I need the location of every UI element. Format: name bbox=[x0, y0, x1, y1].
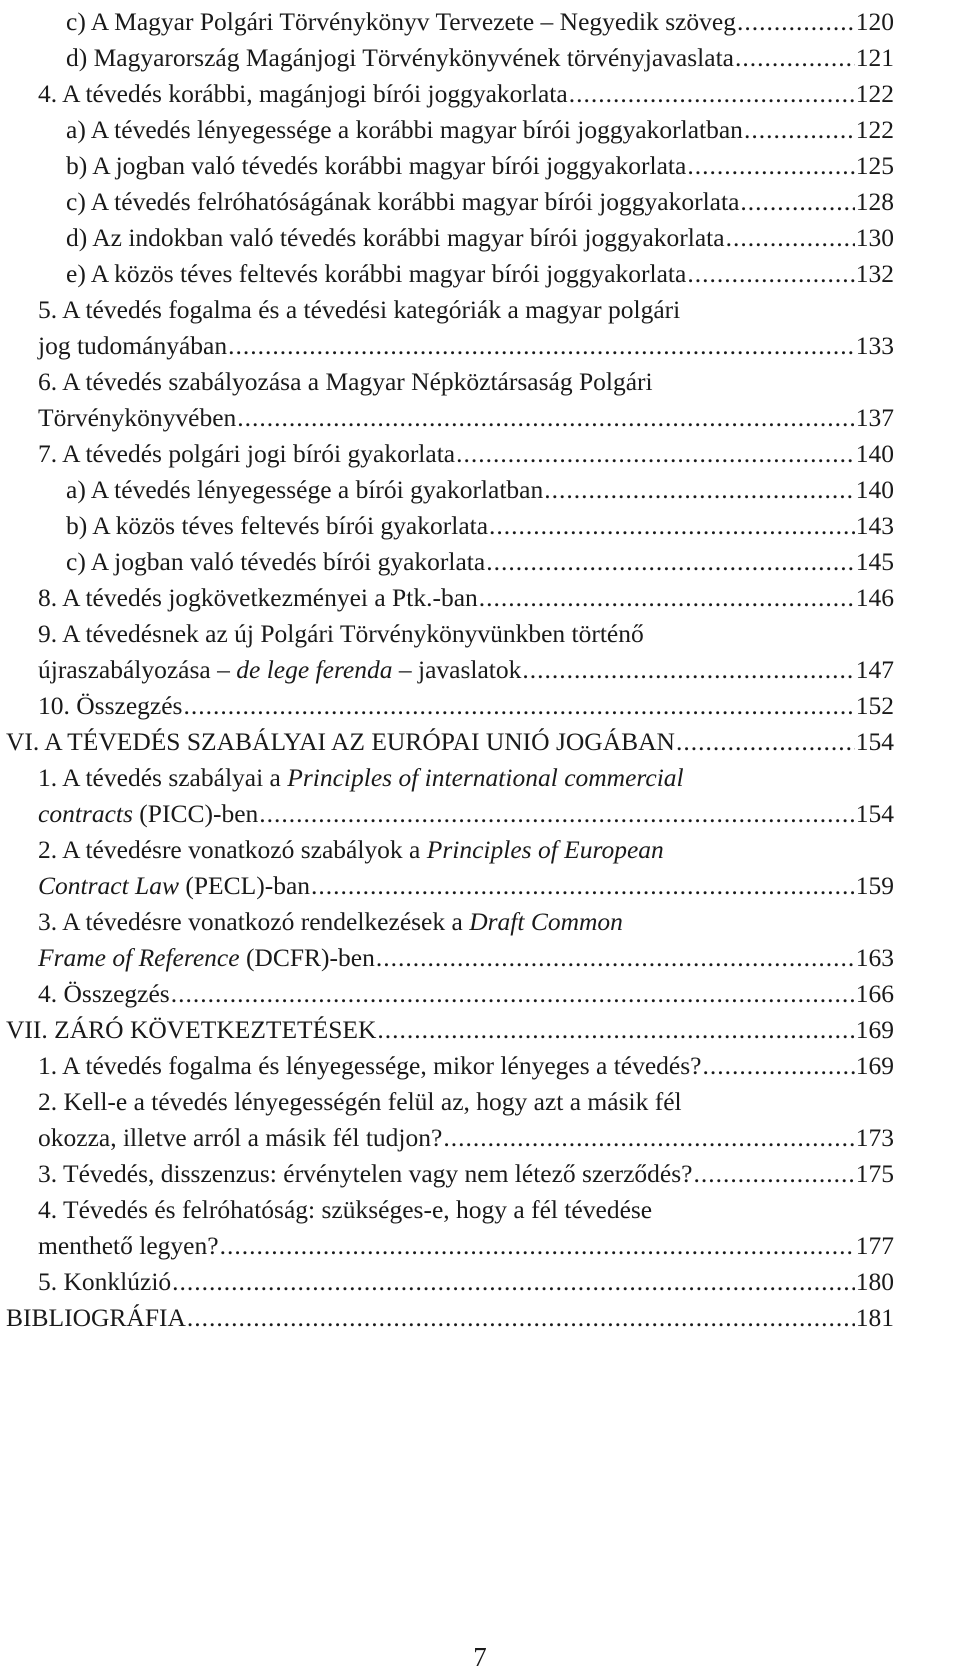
toc-entry-title-italic: Contract Law bbox=[38, 871, 179, 900]
toc-entry bbox=[38, 760, 894, 832]
toc-entry-title-line1: 2. A tévedésre vonatkozó szabályok a bbox=[38, 835, 427, 864]
toc-entry-title-line1-italic: Principles of international commercial bbox=[287, 763, 684, 792]
toc-leader-dots bbox=[237, 400, 854, 436]
toc-entry-title-line1-italic: Draft Common bbox=[469, 907, 623, 936]
toc-entry-title: b) A közös téves feltevés bírói gyakorlata bbox=[66, 511, 489, 540]
toc-entry-title: menthető legyen? bbox=[38, 1231, 219, 1260]
toc-entry-title: e) A közös téves feltevés korábbi magyar bírói joggyakorlata bbox=[66, 259, 687, 288]
toc-entry-title: c) A jogban való tévedés bírói gyakorlata bbox=[66, 547, 486, 576]
toc-entry-title-suffix: – javaslatok bbox=[392, 655, 522, 684]
toc-leader-dots bbox=[187, 1300, 855, 1336]
toc-page-number: 128 bbox=[855, 187, 894, 216]
toc-entry bbox=[66, 4, 894, 40]
toc-page-number: 143 bbox=[855, 511, 894, 540]
toc-leader-dots bbox=[220, 1228, 855, 1264]
toc-entry-title: 10. Összegzés bbox=[38, 691, 183, 720]
toc-entry bbox=[6, 724, 894, 760]
toc-page-number: 122 bbox=[855, 79, 894, 108]
toc-page-number: 169 bbox=[855, 1051, 894, 1080]
toc-entry bbox=[38, 580, 894, 616]
toc-page-number: 137 bbox=[855, 403, 894, 432]
toc-entry-title-line1: 6. A tévedés szabályozása a Magyar Népköztársaság Polgári bbox=[38, 367, 653, 396]
toc-page-number: 120 bbox=[855, 7, 894, 36]
toc-page-number: 146 bbox=[855, 583, 894, 612]
toc-entry bbox=[38, 436, 894, 472]
toc-page-number: 166 bbox=[855, 979, 894, 1008]
toc-entry-title: BIBLIOGRÁFIA bbox=[6, 1303, 186, 1332]
toc-entry-title: VII. ZÁRÓ KÖVETKEZTETÉSEK bbox=[6, 1015, 377, 1044]
toc-entry bbox=[38, 1048, 894, 1084]
toc-leader-dots bbox=[544, 472, 855, 508]
toc-leader-dots bbox=[479, 580, 855, 616]
toc-entry-title: okozza, illetve arról a másik fél tudjon? bbox=[38, 1123, 443, 1152]
toc-entry-title: VI. A TÉVEDÉS SZABÁLYAI AZ EURÓPAI UNIÓ JOGÁBAN bbox=[6, 727, 675, 756]
toc-entry-title-suffix: (PECL)-ban bbox=[179, 871, 311, 900]
toc-entry-title: 7. A tévedés polgári jogi bírói gyakorlata bbox=[38, 439, 456, 468]
toc-entry bbox=[6, 1300, 894, 1336]
toc-entry bbox=[66, 148, 894, 184]
toc-entry bbox=[38, 1084, 894, 1156]
toc-entry-title-italic: de lege ferenda bbox=[236, 655, 393, 684]
toc-entry-title-line1: 9. A tévedésnek az új Polgári Törvénykönyvünkben történő bbox=[38, 619, 644, 648]
toc-page-number: 140 bbox=[855, 439, 894, 468]
toc-leader-dots bbox=[740, 184, 854, 220]
toc-entry-title: 3. Tévedés, disszenzus: érvénytelen vagy nem létező szerződés? bbox=[38, 1159, 693, 1188]
toc-entry-title: 4. Összegzés bbox=[38, 979, 170, 1008]
toc-entry-title: c) A tévedés felróhatóságának korábbi magyar bírói joggyakorlata bbox=[66, 187, 740, 216]
toc-entry bbox=[38, 1192, 894, 1264]
toc-leader-dots bbox=[259, 796, 854, 832]
toc-page-number: 154 bbox=[855, 727, 894, 756]
toc-page-number: 145 bbox=[855, 547, 894, 576]
toc-leader-dots bbox=[376, 940, 855, 976]
toc-leader-dots bbox=[522, 652, 854, 688]
toc-entry-title-suffix: (DCFR)-ben bbox=[239, 943, 375, 972]
toc-entry-title-italic: Frame of Reference bbox=[38, 943, 240, 972]
toc-entry bbox=[38, 976, 894, 1012]
toc-leader-dots bbox=[183, 688, 854, 724]
toc-page-number: 125 bbox=[855, 151, 894, 180]
toc-leader-dots bbox=[676, 724, 855, 760]
toc-leader-dots bbox=[172, 1264, 855, 1300]
toc-entry bbox=[66, 256, 894, 292]
toc-entry bbox=[38, 1264, 894, 1300]
toc-leader-dots bbox=[702, 1048, 854, 1084]
toc-entry-title: b) A jogban való tévedés korábbi magyar bírói joggyakorlata bbox=[66, 151, 687, 180]
toc-entry-title: 5. Konklúzió bbox=[38, 1267, 172, 1296]
toc-page-number: 130 bbox=[855, 223, 894, 252]
toc-entry bbox=[38, 832, 894, 904]
toc-entry bbox=[38, 364, 894, 436]
toc-entry-title: újraszabályozása – bbox=[38, 655, 237, 684]
toc-page-number: 181 bbox=[855, 1303, 894, 1332]
toc-entry bbox=[6, 1012, 894, 1048]
toc-entry bbox=[66, 472, 894, 508]
toc-entry-title: Törvénykönyvében bbox=[38, 403, 237, 432]
toc-entry bbox=[66, 220, 894, 256]
toc-entry-title: d) Magyarország Magánjogi Törvénykönyvének törvényjavaslata bbox=[66, 43, 734, 72]
toc-entry bbox=[66, 184, 894, 220]
toc-leader-dots bbox=[735, 40, 855, 76]
toc-leader-dots bbox=[726, 220, 855, 256]
toc-entry bbox=[38, 904, 894, 976]
toc-entry-title-line1: 1. A tévedés szabályai a bbox=[38, 763, 288, 792]
toc-page-number: 175 bbox=[855, 1159, 894, 1188]
toc-entry-title: 1. A tévedés fogalma és lényegessége, mikor lényeges a tévedés? bbox=[38, 1051, 702, 1080]
toc-entry bbox=[66, 508, 894, 544]
toc-page-number: 147 bbox=[855, 655, 894, 684]
toc-page-number: 140 bbox=[855, 475, 894, 504]
page-number: 7 bbox=[473, 1642, 487, 1672]
toc-page-number: 163 bbox=[855, 943, 894, 972]
toc-leader-dots bbox=[486, 544, 855, 580]
toc-leader-dots bbox=[744, 112, 855, 148]
toc-entry-title: a) A tévedés lényegessége a bírói gyakorlatban bbox=[66, 475, 544, 504]
toc-page-number: 169 bbox=[855, 1015, 894, 1044]
toc-page-number: 159 bbox=[855, 871, 894, 900]
toc-leader-dots bbox=[443, 1120, 854, 1156]
toc-entry-title-line1: 2. Kell-e a tévedés lényegességén felül az, hogy azt a másik fél bbox=[38, 1087, 682, 1116]
toc-leader-dots bbox=[687, 256, 854, 292]
toc-page-number: 173 bbox=[855, 1123, 894, 1152]
toc-entry bbox=[66, 544, 894, 580]
toc-page-number: 180 bbox=[855, 1267, 894, 1296]
toc-leader-dots bbox=[569, 76, 855, 112]
toc-entry-title: 4. A tévedés korábbi, magánjogi bírói joggyakorlata bbox=[38, 79, 568, 108]
toc-entry-title-line1-italic: Principles of European bbox=[426, 835, 664, 864]
toc-entry-title: 8. A tévedés jogkövetkezményei a Ptk.-ban bbox=[38, 583, 478, 612]
toc-entry bbox=[66, 40, 894, 76]
toc-page-number: 122 bbox=[855, 115, 894, 144]
toc-page-number: 132 bbox=[855, 259, 894, 288]
toc-entry-title-suffix: (PICC)-ben bbox=[132, 799, 259, 828]
toc-page-number: 154 bbox=[855, 799, 894, 828]
toc-leader-dots bbox=[311, 868, 855, 904]
toc-page-number: 121 bbox=[855, 43, 894, 72]
toc-entry bbox=[38, 76, 894, 112]
toc-entry-title: d) Az indokban való tévedés korábbi magyar bírói joggyakorlata bbox=[66, 223, 725, 252]
toc-leader-dots bbox=[693, 1156, 854, 1192]
toc-page-number: 133 bbox=[855, 331, 894, 360]
toc-entry bbox=[38, 1156, 894, 1192]
toc-leader-dots bbox=[171, 976, 855, 1012]
toc-entry-title: a) A tévedés lényegessége a korábbi magyar bírói joggyakorlatban bbox=[66, 115, 743, 144]
toc-entry-title-line1: 3. A tévedésre vonatkozó rendelkezések a bbox=[38, 907, 470, 936]
toc-leader-dots bbox=[489, 508, 855, 544]
toc-leader-dots bbox=[687, 148, 854, 184]
toc-entry-title-line1: 4. Tévedés és felróhatóság: szükséges-e, hogy a fél tévedése bbox=[38, 1195, 653, 1224]
toc-entry-title: c) A Magyar Polgári Törvénykönyv Tervezete – Negyedik szöveg bbox=[66, 7, 736, 36]
toc-leader-dots bbox=[377, 1012, 854, 1048]
toc-entry-title-italic: contracts bbox=[38, 799, 133, 828]
toc-page-number: 177 bbox=[855, 1231, 894, 1260]
toc-leader-dots bbox=[456, 436, 855, 472]
toc-page-number: 152 bbox=[855, 691, 894, 720]
toc-entry bbox=[38, 616, 894, 688]
toc-entry bbox=[66, 112, 894, 148]
toc-leader-dots bbox=[737, 4, 855, 40]
toc-entry bbox=[38, 688, 894, 724]
toc-leader-dots bbox=[228, 328, 855, 364]
toc-entry-title: jog tudományában bbox=[38, 331, 228, 360]
toc-entry bbox=[38, 292, 894, 364]
toc-entry-title-line1: 5. A tévedés fogalma és a tévedési kategóriák a magyar polgári bbox=[38, 295, 681, 324]
